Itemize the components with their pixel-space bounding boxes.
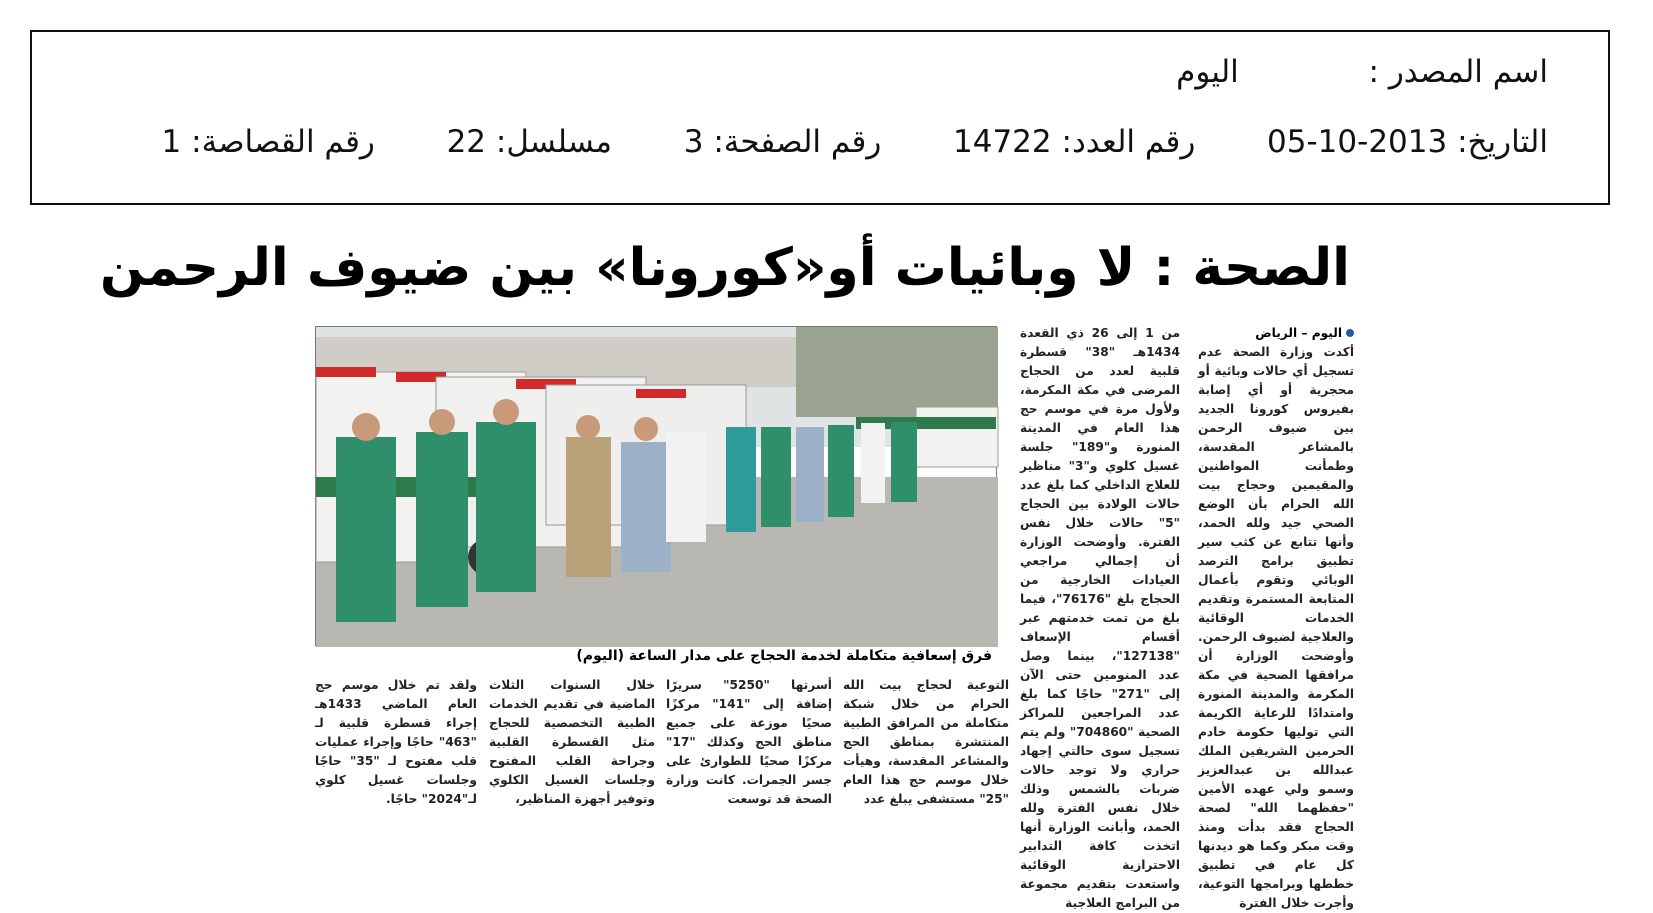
photo-trees — [796, 327, 998, 417]
article-column-4: أسرتها "5250" سريرًا إضافة إلى "141" مركزًا صحيًا موزعة على جميع مناطق الحج وكذلك "17" مركزًا صحيًا للطوارئ على جسر الجمرات. كانت وزارة الصحة قد توسعت — [666, 678, 832, 806]
date-value: 2013-10-05 — [1267, 124, 1448, 160]
column-1-text: أكدت وزارة الصحة عدم تسجيل أي حالات وبائية أو محجرية أو أي إصابة بفيروس كورونا الجديد بين ضيوف الرحمن بالمشاعر المقدسة، وطمأنت المواطنين والمقيمين وحجاج بيت الله الحرام بأن الوضع الصحي جيد ولله الحمد، وأنها تتابع عن كثب سير تطبيق برامج الترصد الوبائي وتقوم بأعمال المتابعة المستمرة وتقديم الخدمات الوقائية والعلاجية لضيوف الرحمن. وأوضحت الوزارة أن مرافقها الصحية في مكة المكرمة والمدينة المنورة وامتدادًا للرعاية الكريمة التي توليها حكومة خادم الحرمين الشريفين الملك عبدالله بن عبدالعزيز وسمو ولي عهده الأمين "حفظهما الله" لصحة الحجاج فقد بدأت ومنذ وقت مبكر وكما هو ديدنها كل عام في تطبيق خططها وبرامجها التوعية، وأجرت خلال الفترة — [1198, 345, 1354, 910]
serial-label: مسلسل: — [495, 124, 612, 160]
serial-value: 22 — [446, 124, 487, 160]
photo-illustration — [316, 327, 998, 647]
issue-label: رقم العدد: — [1061, 124, 1196, 160]
article-photo — [315, 326, 997, 646]
article-column-2: من 1 إلى 26 ذي القعدة 1434هـ "38" قسطرة قلبية لعدد من الحجاج المرضى في مكة المكرمة، ولأول مرة في موسم حج هذا العام في المدينة المنورة و"189" جلسة غسيل كلوي و"3" مناظير للعلاج الداخلي كما بلغ عدد حالات الولادة بين الحجاج "5" حالات خلال نفس الفترة. وأوضحت الوزارة أن إجمالي مراجعي العيادات الخارجية من الحجاج بلغ "76176"، فيما بلغ من تمت خدمتهم عبر أقسام الإسعاف "127138"، بينما وصل عدد المنومين حتى الآن إلى "271" حاجًا كما بلغ عدد المراجعين للمراكز الصحية "704860" ولم يتم تسجيل سوى حالتي إجهاد حراري ولا توجد حالات ضربات بالشمس وذلك خلال نفس الفترة ولله الحمد، وأبانت الوزارة أنها اتخذت كافة التدابير الاحترازية الوقائية واستعدت بتقديم مجموعة من البرامج العلاجية — [1020, 326, 1180, 910]
page-value: 3 — [683, 124, 704, 160]
bullet-dot-icon — [1346, 329, 1354, 337]
date-label: التاريخ: — [1457, 124, 1548, 160]
source-value: اليوم — [1176, 54, 1239, 90]
article-column-1 — [1198, 324, 1354, 910]
source-label: اسم المصدر : — [1368, 54, 1548, 90]
byline: اليوم – الرياض — [1255, 326, 1354, 340]
info-row — [162, 124, 1548, 160]
clip-label: رقم القصاصة: — [191, 124, 375, 160]
article-headline: الصحة : لا وبائيات أو«كورونا» بين ضيوف الرحمن — [99, 238, 1350, 298]
clipping-metadata-box — [30, 30, 1610, 205]
photo-caption: فرق إسعافية متكاملة لخدمة الحجاج على مدار الساعة (اليوم) — [576, 648, 992, 664]
issue-value: 14722 — [953, 124, 1052, 160]
source-row — [1176, 54, 1548, 90]
article-column-6: ولقد تم خلال موسم حج العام الماضي 1433هـ إجراء قسطرة قلبية لـ "463" حاجًا وإجراء عمليات قلب مفتوح لـ "35" حاجًا وجلسات غسيل كلوي لـ"2024" حاجًا. — [315, 678, 477, 806]
page-label: رقم الصفحة: — [713, 124, 882, 160]
article-column-3: التوعية لحجاج بيت الله الحرام من خلال شبكة متكاملة من المرافق الطبية المنتشرة بمناطق الحج والمشاعر المقدسة، وهيأت خلال موسم حج هذا العام "25" مستشفى يبلغ عدد — [843, 678, 1009, 806]
clip-value: 1 — [161, 124, 182, 160]
article-column-5: خلال السنوات الثلاث الماضية في تقديم الخدمات الطبية التخصصية للحجاج مثل القسطرة القلبية وجراحة القلب المفتوح وجلسات الغسيل الكلوي وتوفير أجهزة المناظير، — [489, 678, 655, 806]
